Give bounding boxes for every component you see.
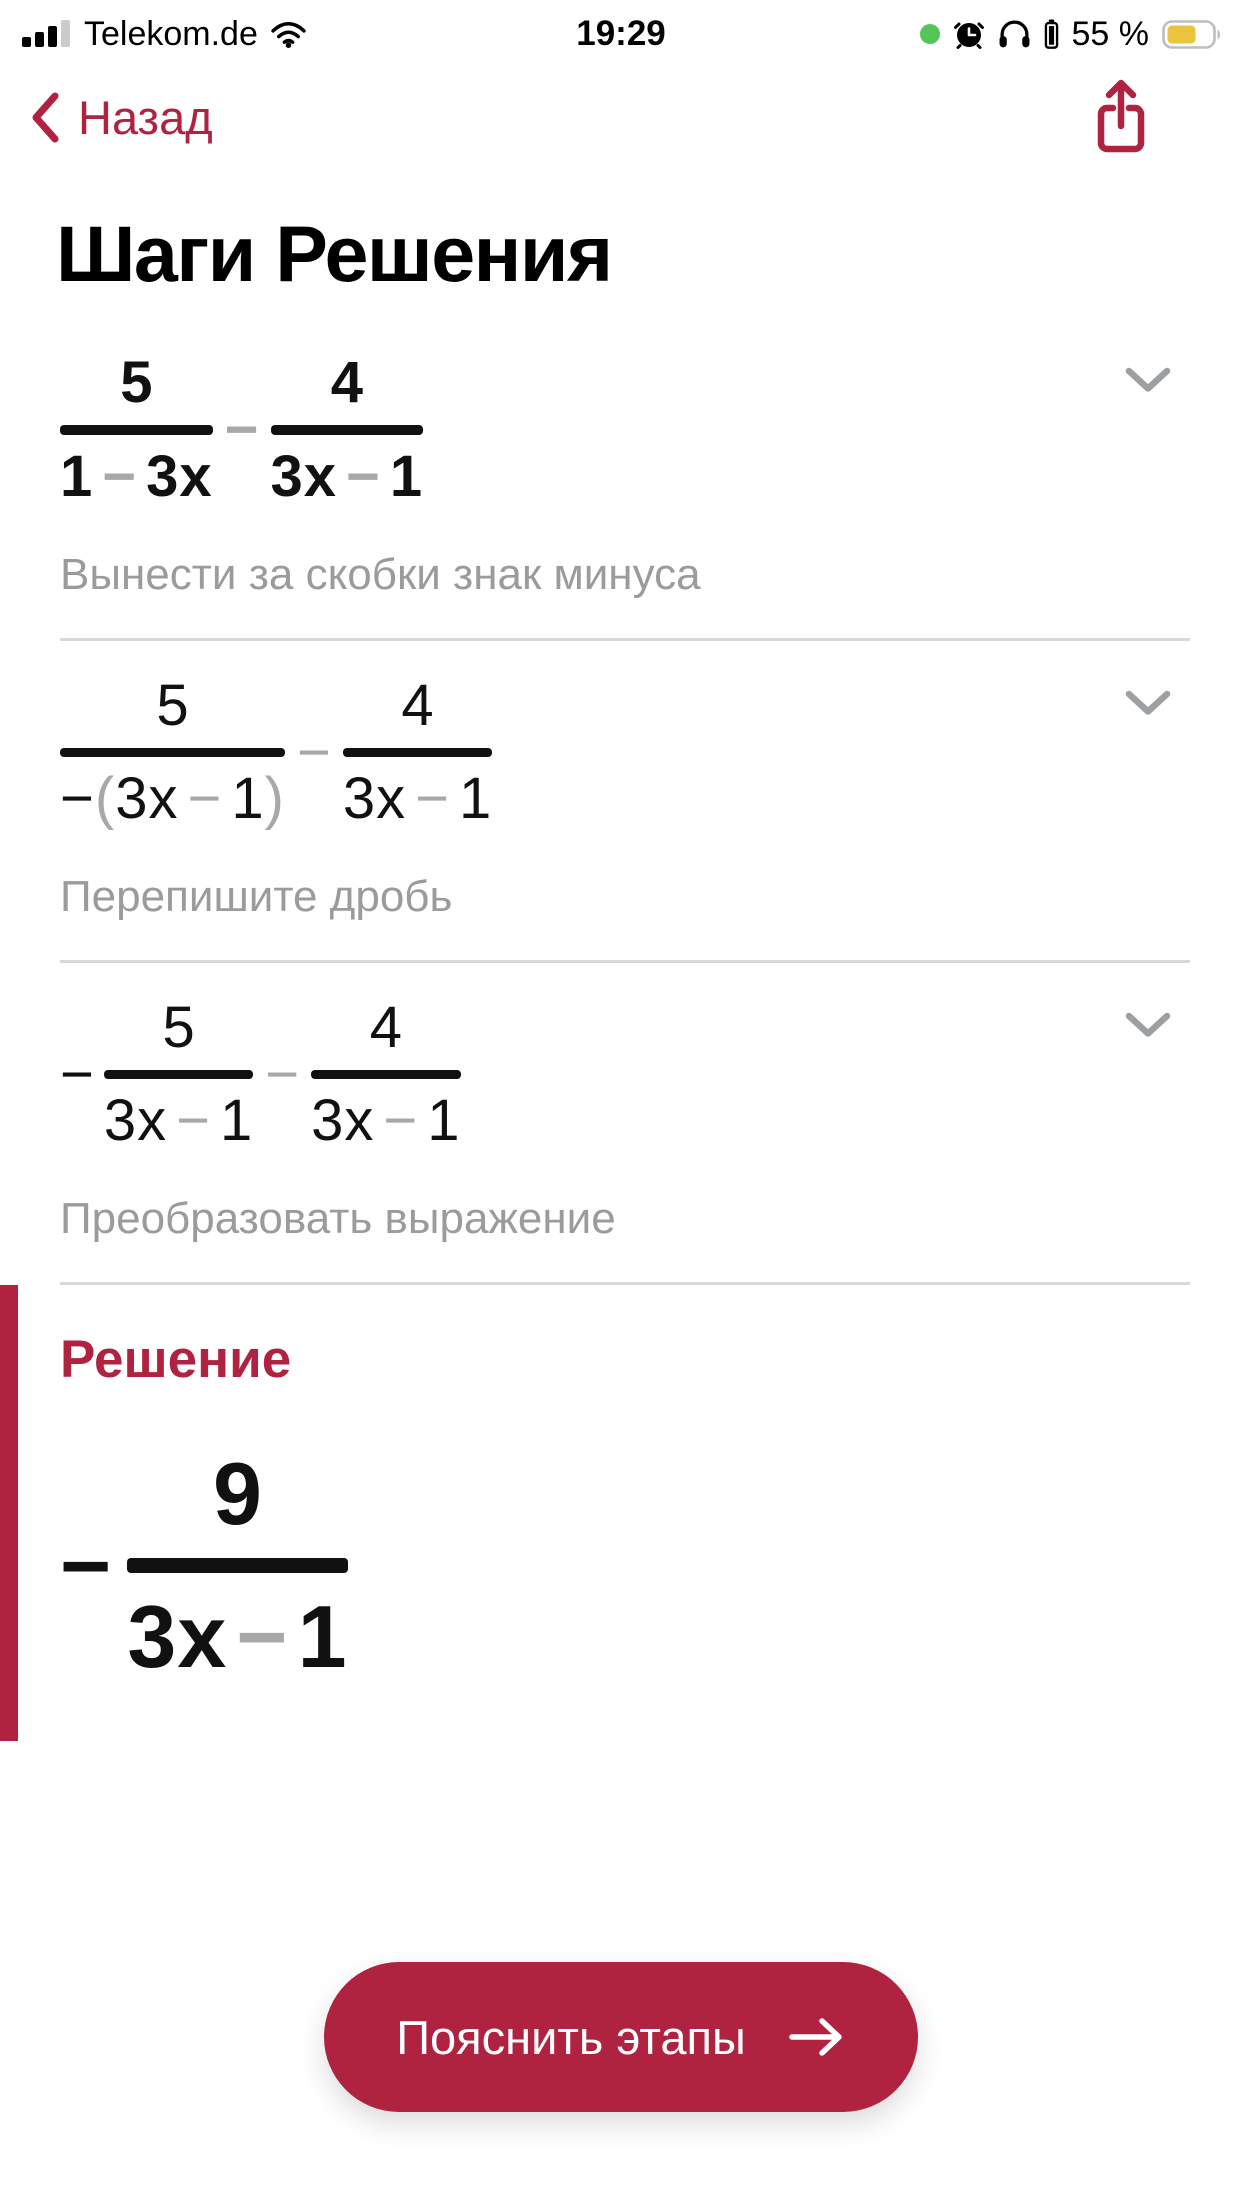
- fraction-bar: [127, 1558, 347, 1573]
- green-status-dot-icon: [920, 24, 940, 44]
- fraction-bar: [343, 748, 492, 757]
- numerator: 9: [213, 1444, 262, 1543]
- minus-operator: −: [296, 719, 331, 785]
- denominator: 3x − 1: [342, 766, 493, 831]
- fraction: [270, 350, 424, 509]
- numerator: 4: [401, 673, 434, 738]
- solution-step-2[interactable]: [60, 641, 1190, 963]
- denominator: 3x − 1: [270, 444, 424, 509]
- fraction-bar: [60, 425, 213, 435]
- back-label: Назад: [78, 90, 213, 144]
- battery-percent-label: 55 %: [1071, 14, 1149, 53]
- back-button[interactable]: [30, 90, 213, 145]
- denominator: 3x − 1: [311, 1088, 461, 1153]
- arrow-right-icon: [788, 2016, 846, 2058]
- chevron-down-icon[interactable]: [1124, 689, 1172, 717]
- alarm-clock-icon: [953, 18, 985, 50]
- headphones-icon: [998, 19, 1031, 49]
- chevron-down-icon[interactable]: [1124, 1011, 1172, 1039]
- page-title: Шаги Решения: [56, 209, 612, 298]
- denominator: 1 − 3x: [60, 444, 213, 509]
- nav-bar: [0, 58, 1242, 162]
- explain-steps-label: Пояснить этапы: [396, 2010, 746, 2064]
- fraction: [127, 1444, 348, 1686]
- carrier-label: Telekom.de: [84, 14, 258, 53]
- step-caption: Перепишите дробь: [60, 872, 453, 921]
- solution-heading: Решение: [60, 1330, 292, 1389]
- fraction-bar: [60, 748, 285, 757]
- share-button[interactable]: [1094, 78, 1148, 156]
- denominator: 3x − 1: [103, 1088, 254, 1153]
- solution-step-3[interactable]: [60, 963, 1190, 1285]
- solution-section: [0, 1285, 1242, 1741]
- step-caption: Преобразовать выражение: [60, 1194, 616, 1243]
- battery-icon: [1162, 20, 1222, 49]
- fraction: [342, 673, 493, 831]
- step-expression: [60, 350, 1190, 509]
- step-caption: Вынести за скобки знак минуса: [60, 550, 701, 599]
- denominator: − ( 3x − 1 ): [60, 766, 285, 831]
- wifi-icon: [270, 21, 307, 48]
- solution-accent-bar: [0, 1285, 18, 1741]
- minus-operator: −: [224, 397, 259, 462]
- explain-steps-button[interactable]: [324, 1962, 917, 2112]
- headphones-battery-icon: [1044, 19, 1059, 49]
- back-chevron-icon: [30, 91, 60, 144]
- minus-sign: −: [60, 1515, 112, 1615]
- fraction: [60, 673, 285, 831]
- clock-time: 19:29: [576, 14, 666, 53]
- numerator: 5: [156, 673, 189, 738]
- cellular-signal-icon: [22, 20, 72, 48]
- numerator: 5: [162, 995, 195, 1060]
- solution-step-1[interactable]: [60, 318, 1190, 641]
- numerator: 4: [330, 350, 363, 415]
- share-icon: [1094, 78, 1148, 156]
- footer: [0, 1962, 1242, 2112]
- fraction: [311, 995, 461, 1153]
- status-bar: [0, 0, 1242, 58]
- denominator: 3x − 1: [127, 1587, 348, 1686]
- solution-expression: [60, 1444, 1190, 1686]
- fraction: [60, 350, 213, 509]
- numerator: 5: [120, 350, 153, 415]
- minus-operator: −: [265, 1041, 300, 1107]
- minus-sign: −: [60, 1041, 94, 1107]
- step-expression: [60, 995, 1190, 1153]
- solution-steps-list: [60, 318, 1190, 1285]
- step-expression: [60, 673, 1190, 831]
- fraction-bar: [271, 425, 424, 435]
- fraction-bar: [311, 1070, 460, 1079]
- fraction-bar: [104, 1070, 253, 1079]
- numerator: 4: [369, 995, 402, 1060]
- fraction: [103, 995, 254, 1153]
- chevron-down-icon[interactable]: [1124, 366, 1172, 394]
